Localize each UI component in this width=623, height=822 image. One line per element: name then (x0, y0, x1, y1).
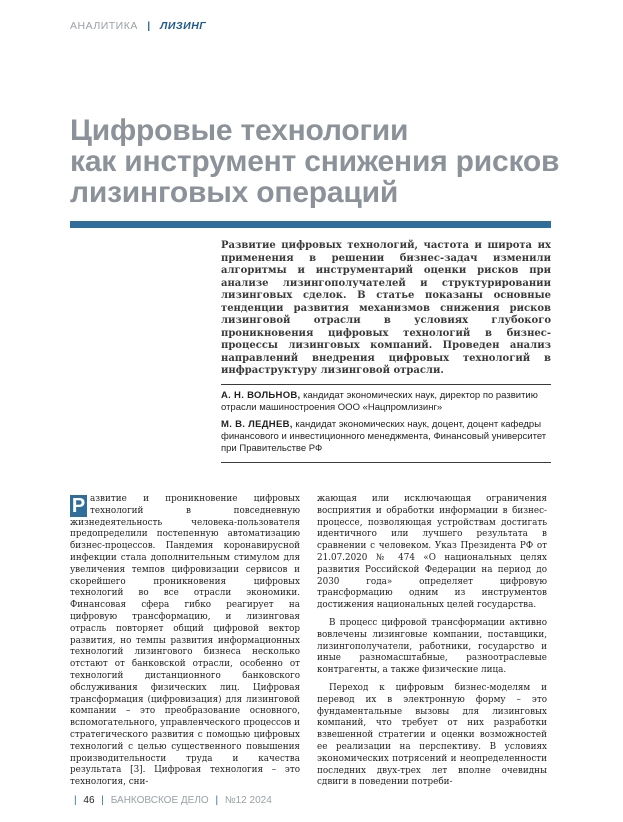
body-column-2 (317, 494, 547, 789)
author-1-details: кандидат экономических наук, директор по развитию отрасли машиностроения ООО «Нацпромлизинг» (221, 390, 538, 413)
author-1 (221, 390, 551, 414)
paragraph: В процесс цифровой трансформации активно вовлечены лизинговые компании, поставщики, лизингополучатели, работники, государство и иные разномасштабные, разноотраслевые контрагенты, а также физические лица. (317, 617, 547, 676)
title-line-2: как инструмент снижения рисков (70, 145, 560, 178)
title-line-3: лизинговых операций (70, 176, 399, 209)
title-line-1: Цифровые технологии (70, 114, 409, 147)
page-number: 46 (83, 795, 95, 806)
authors-divider (221, 462, 551, 463)
author-2-details: кандидат экономических наук, доцент, доцент кафедры финансового и инвестиционного менеджмента, Финансовый университет при Правительстве РФ (221, 419, 547, 454)
issue-year: 2024 (249, 795, 272, 806)
footer-bar: | (215, 795, 219, 806)
journal-name: БАНКОВСКОЕ ДЕЛО (110, 795, 209, 806)
footer-bar: | (74, 795, 77, 806)
issue-number: №12 (224, 795, 247, 806)
header-separator: | (147, 20, 151, 32)
rubric-label: ЛИЗИНГ (160, 20, 207, 32)
author-1-name: А. Н. ВОЛЬНОВ, (221, 390, 301, 401)
author-2 (221, 419, 551, 455)
article-abstract: Развитие цифровых технологий, частота и широта их применения в решении бизнес-задач изменили алгоритмы и инструментарий оценки рисков при анализе лизингополучателей и структурировании лизинговых сделок. В статье показаны основные тенденции развития механизмов снижения рисков лизинговой отрасли в условиях глубокого проникновения цифровых технологий в бизнес-процессы лизинговых компаний. Проведен анализ направлений внедрения цифровых технологий в инфраструктуру лизинговой отрасли. (221, 240, 551, 376)
article-title (70, 115, 590, 208)
page-footer (70, 795, 272, 806)
abstract-divider (221, 384, 551, 385)
paragraph-text: азвитие и проникновение цифровых технологий в повседневную жизнедеятельность человека-пользователя предопределили постепенную автоматизацию бизнес-процессов. Пандемия коронавирусной инфекции стала дополнительным стимулом для увеличения темпов цифровизации сервисов и скорейшего проникновения цифровых технологий во все отрасли экономики. Финансовая сфера гибко реагирует на цифровую трансформацию, и лизинговая отрасль повторяет общий цифровой вектор развития, но темпы развития информационных технологий лизингового бизнеса несколько отстают от банковской отрасли, особенно от технологий дистанционного банковского обслуживания физических лиц. Цифровая трансформация (цифровизация) для лизинговой компании – это преобразование основного, вспомогательного, управленческого процессов и стратегического развития с помощью цифровых технологий с целью существенного повышения производительности труда и качества результата [3]. Цифровая технология – это технология, сни- (70, 494, 300, 788)
author-2-name: М. В. ЛЕДНЕВ, (221, 419, 293, 430)
body-column-1 (70, 494, 300, 789)
running-header (70, 20, 206, 32)
section-label: АНАЛИТИКА (70, 20, 138, 32)
drop-cap: Р (71, 495, 86, 517)
title-underline-bar (70, 221, 551, 228)
paragraph: жающая или исключающая ограничения восприятия и обработки информации в бизнес-процессе, позволяющая устройствам достигать идентичного или лучшего результата в сравнении с человеком. Указ Президента РФ от 21.07.2020 № 474 «О национальных целях развития Российской Федерации на период до 2030 года» определяет цифровую трансформацию одним из инструментов достижения национальных целей государства. (317, 494, 547, 611)
footer-bar: | (101, 795, 104, 806)
paragraph (70, 494, 300, 789)
paragraph: Переход к цифровым бизнес-моделям и перевод их в электронную форму – это фундаментальные вызовы для лизинговых компаний, что требует от них разработки взвешенной стратегии и оценки возможностей ее реализации на перспективу. В условиях экономических потрясений и неопределенности последних двух-трех лет вполне очевидны сдвиги в поведении потреби- (317, 682, 547, 788)
